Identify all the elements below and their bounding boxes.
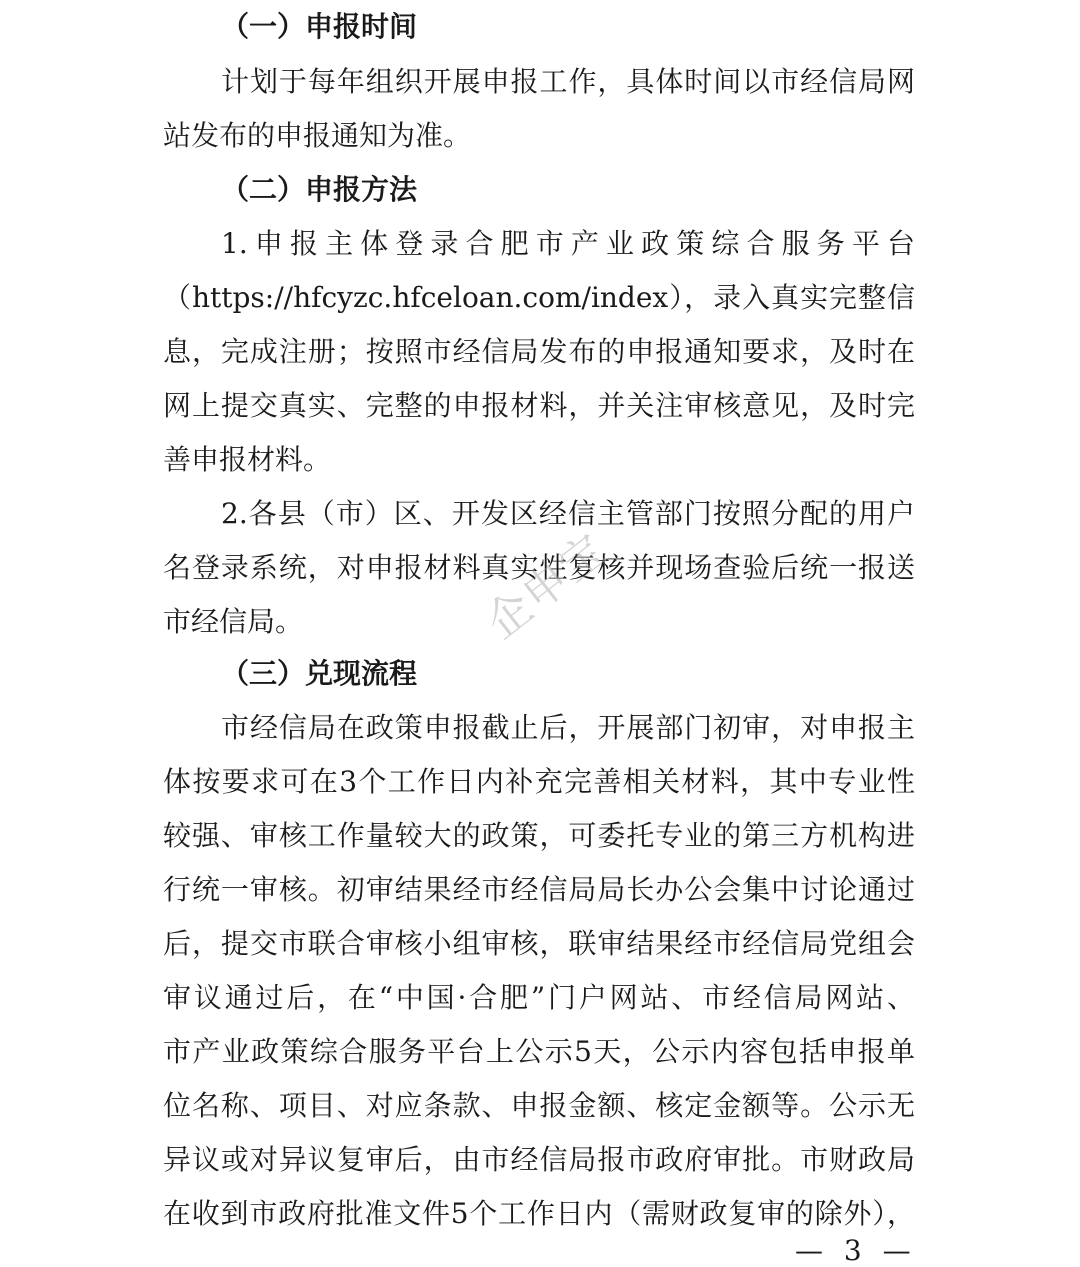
paragraph-line: 息，完成注册；按照市经信局发布的申报通知要求，及时在 [163, 335, 915, 368]
paragraph-line: 站发布的申报通知为准。 [163, 119, 472, 152]
paragraph-line: 善申报材料。 [163, 443, 332, 476]
paragraph-line: 网上提交真实、完整的申报材料，并关注审核意见，及时完 [163, 389, 915, 422]
section-heading-redemption-process: （三）兑现流程 [221, 657, 418, 690]
paragraph-line-url: （https://hfcyzc.hfceloan.com/index），录入真实完整信 [163, 281, 915, 314]
paragraph-line: 位名称、项目、对应条款、申报金额、核定金额等。公示无 [163, 1089, 915, 1122]
paragraph-line: 体按要求可在3个工作日内补充完善相关材料，其中专业性 [163, 765, 915, 798]
paragraph-line: 在收到市政府批准文件5个工作日内（需财政复审的除外）， [163, 1197, 915, 1230]
paragraph-line: 2.各县（市）区、开发区经信主管部门按照分配的用户 [221, 497, 915, 530]
paragraph-line: 市经信局。 [163, 605, 304, 638]
paragraph-line: 计划于每年组织开展申报工作，具体时间以市经信局网 [221, 65, 915, 98]
paragraph-line: 1.申报主体登录合肥市产业政策综合服务平台 [221, 227, 915, 260]
section-heading-application-time: （一）申报时间 [221, 10, 418, 43]
watermark: 企申宝 [476, 523, 617, 649]
page-number: — 3 — [795, 1234, 917, 1267]
paragraph-line: 行统一审核。初审结果经市经信局局长办公会集中讨论通过 [163, 873, 915, 906]
paragraph-line: 市经信局在政策申报截止后，开展部门初审，对申报主 [221, 711, 915, 744]
section-heading-application-method: （二）申报方法 [221, 173, 418, 206]
paragraph-line: 较强、审核工作量较大的政策，可委托专业的第三方机构进 [163, 819, 915, 852]
paragraph-line: 异议或对异议复审后，由市经信局报市政府审批。市财政局 [163, 1143, 915, 1176]
paragraph-line: 市产业政策综合服务平台上公示5天，公示内容包括申报单 [163, 1035, 915, 1068]
paragraph-line: 审议通过后，在“中国·合肥”门户网站、市经信局网站、 [163, 981, 915, 1014]
paragraph-line: 后，提交市联合审核小组审核，联审结果经市经信局党组会 [163, 927, 915, 960]
paragraph-line: 名登录系统，对申报材料真实性复核并现场查验后统一报送 [163, 551, 915, 584]
